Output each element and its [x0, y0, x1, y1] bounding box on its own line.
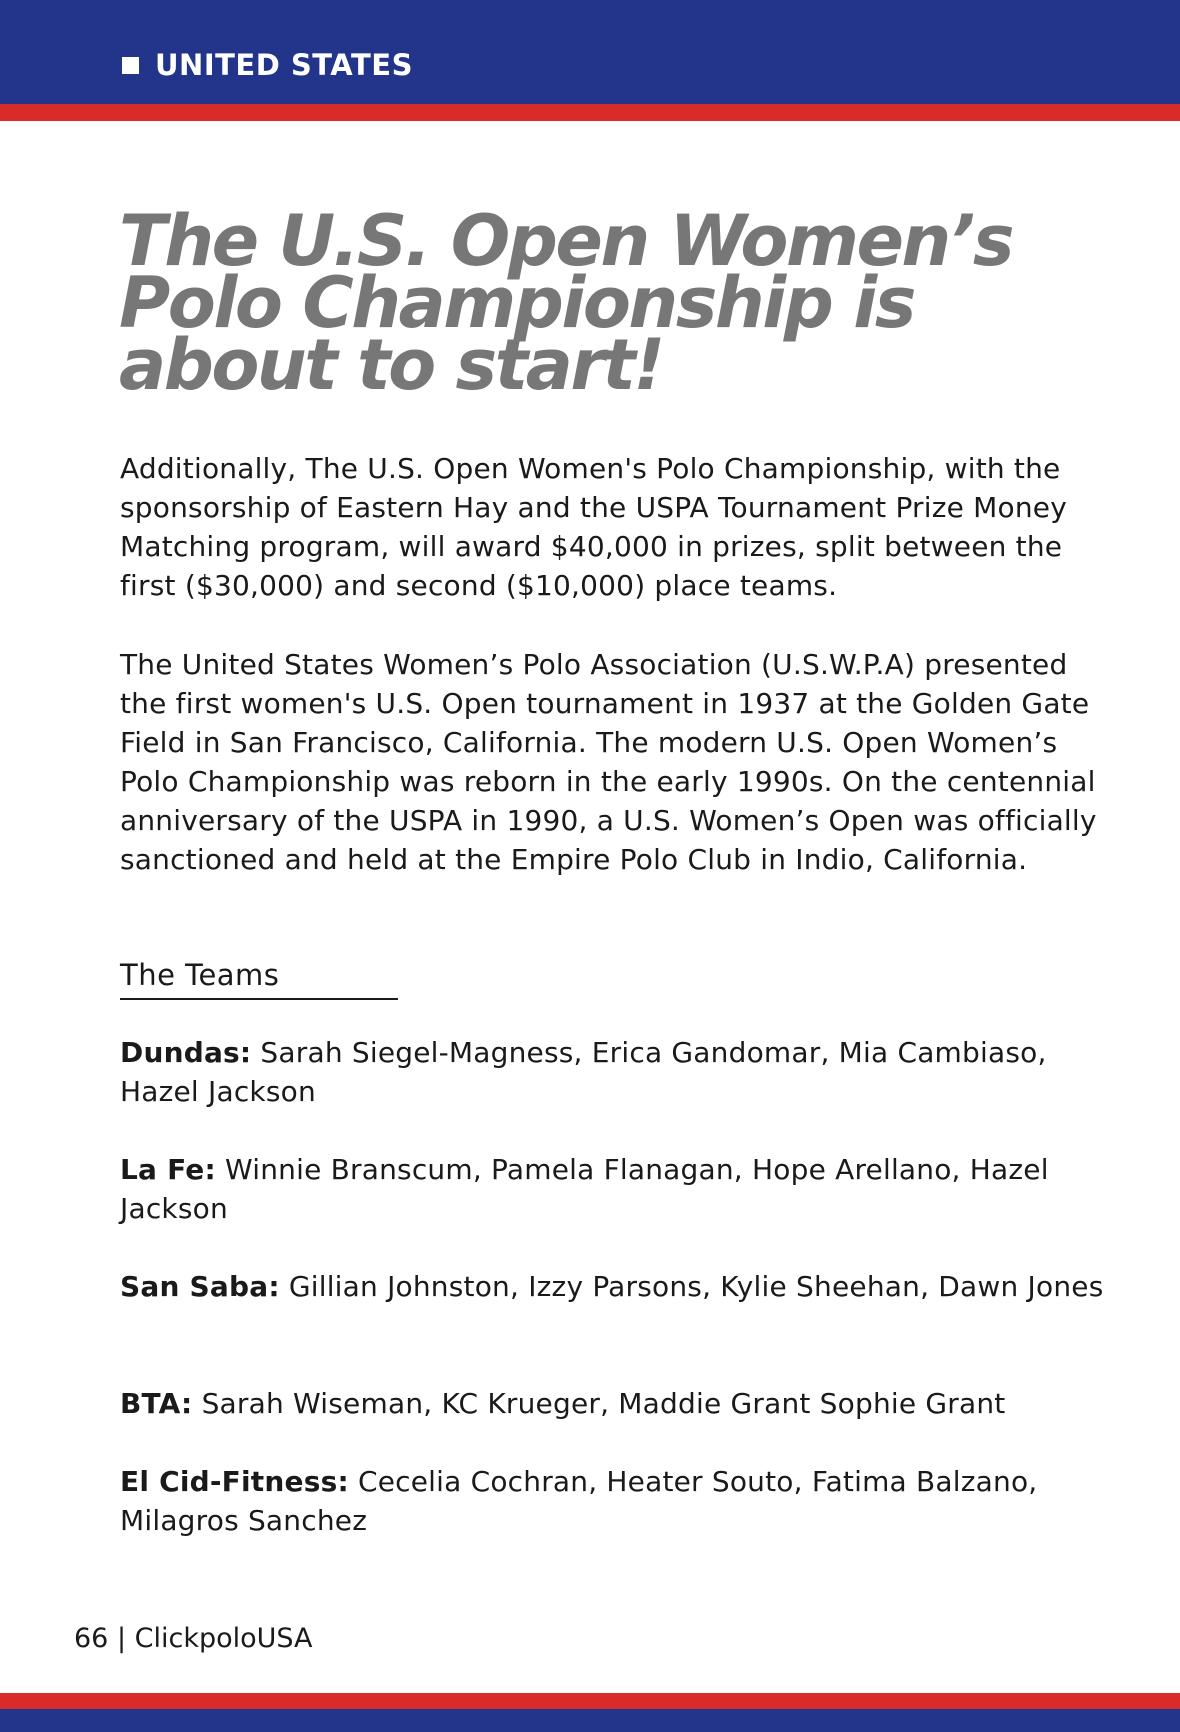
team-players: Sarah Wiseman, KC Krueger, Maddie Grant Sophie Grant	[192, 1387, 1006, 1420]
team-name: San Saba:	[120, 1270, 280, 1303]
team-players: Cecelia Cochran, Heater Souto, Fatima Balzano, Milagros Sanchez	[120, 1465, 1038, 1537]
team-entry-el-cid-fitness	[120, 1462, 1120, 1540]
team-entry-san-saba	[120, 1267, 1120, 1306]
team-players: Winnie Branscum, Pamela Flanagan, Hope Arellano, Hazel Jackson	[120, 1153, 1049, 1225]
footer-band	[0, 1709, 1180, 1732]
section-label: UNITED STATES	[155, 48, 413, 82]
article-paragraph: Additionally, The U.S. Open Women's Polo Championship, with the sponsorship of Eastern Hay and the USPA Tournament Prize Money Matching program, will award $40,000 in prizes, split between the first ($30,000) and second ($10,000) place teams.	[120, 452, 1067, 602]
team-name: BTA:	[120, 1387, 193, 1420]
header-red-stripe	[0, 104, 1180, 121]
footer-red-stripe	[0, 1693, 1180, 1709]
square-bullet-icon	[122, 57, 139, 74]
team-entry-dundas	[120, 1033, 1120, 1111]
section-tag	[122, 48, 413, 82]
team-name: Dundas:	[120, 1036, 252, 1069]
team-players: Gillian Johnston, Izzy Parsons, Kylie Sheehan, Dawn Jones	[279, 1270, 1104, 1303]
team-name: El Cid-Fitness:	[120, 1465, 349, 1498]
team-players: Sarah Siegel-Magness, Erica Gandomar, Mia Cambiaso, Hazel Jackson	[120, 1036, 1047, 1108]
team-entry-la-fe	[120, 1150, 1120, 1228]
article-paragraph: The United States Women’s Polo Association (U.S.W.P.A) presented the first women's U.S. Open tournament in 1937 at the Golden Gate Field in San Francisco, California. The modern U.S. Open Women’s Polo Championship was reborn in the early 1990s. On the centennial anniversary of the USPA in 1990, a U.S. Women’s Open was officially sanctioned and held at the Empire Polo Club in Indio, California.	[120, 648, 1097, 876]
teams-heading: The Teams	[120, 956, 398, 1000]
article-title: The U.S. Open Women’s Polo Championship is about to start!	[119, 200, 1013, 406]
team-name: La Fe:	[120, 1153, 216, 1186]
team-entry-bta	[120, 1384, 1120, 1423]
page-footer: 66 | ClickpoloUSA	[74, 1623, 313, 1654]
